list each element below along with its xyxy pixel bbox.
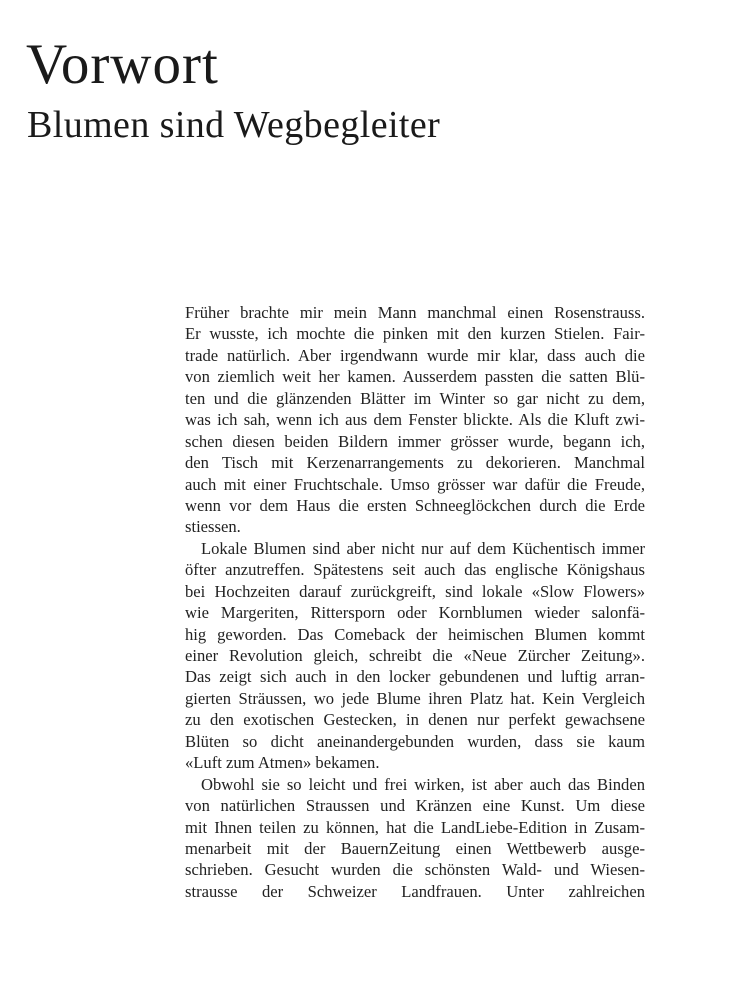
text-line: bei Hochzeiten darauf zurückgreift, sind lokale «Slow Flowers» [185, 581, 645, 601]
text-line: schen diesen beiden Bildern immer grösser wurde, begann ich, [185, 431, 645, 451]
page-subtitle: Blumen sind Wegbegleiter [27, 104, 441, 146]
text-line: von natürlichen Straussen und Kränzen eine Kunst. Um diese [185, 796, 645, 816]
text-line: einer Revolution gleich, schreibt die «Neue Zürcher Zeitung». [185, 646, 645, 665]
text-line: von ziemlich weit her kamen. Ausserdem passten die satten Blü- [185, 367, 645, 387]
text-line: auch mit einer Fruchtschale. Umso grösser war dafür die Freude, [185, 474, 645, 494]
text-line: «Luft zum Atmen» bekamen. [185, 753, 380, 773]
body-text [185, 302, 645, 902]
text-line: menarbeit mit der BauernZeitung einen Wettbewerb ausge- [185, 838, 645, 858]
text-line: Das zeigt sich auch in den locker gebundenen und luftig arran- [185, 667, 645, 687]
text-line: Lokale Blumen sind aber nicht nur auf dem Küchentisch immer [201, 538, 645, 558]
text-line: zu den exotischen Gestecken, in denen nur perfekt gewachsene [185, 710, 645, 730]
text-line: mit Ihnen teilen zu können, hat die LandLiebe-Edition in Zusam- [185, 817, 645, 837]
text-line: den Tisch mit Kerzenarrangements zu dekorieren. Manchmal [185, 453, 645, 473]
text-line: Er wusste, ich mochte die pinken mit den kurzen Stielen. Fair- [185, 324, 645, 344]
paragraph-1 [185, 302, 645, 538]
page-title: Vorwort [26, 33, 219, 96]
text-line: was ich sah, wenn ich aus dem Fenster blickte. Als die Kluft zwi- [185, 410, 645, 430]
text-line: wenn vor dem Haus die ersten Schneeglöckchen durch die Erde [185, 495, 645, 515]
text-line: wie Margeriten, Rittersporn oder Kornblumen wieder salonfä- [185, 603, 645, 623]
paragraph-3 [185, 774, 645, 903]
text-line: hig geworden. Das Comeback der heimischen Blumen kommt [185, 624, 645, 644]
text-line: Blüten so dicht aneinandergebunden wurden, dass sie kaum [185, 731, 645, 751]
text-line: stiessen. [185, 517, 241, 537]
text-line: Obwohl sie so leicht und frei wirken, ist aber auch das Binden [201, 774, 645, 794]
text-line: gierten Sträussen, wo jede Blume ihren Platz hat. Kein Vergleich [185, 688, 645, 708]
text-line: öfter anzutreffen. Spätestens seit auch das englische Königshaus [185, 560, 645, 580]
text-line: schrieben. Gesucht wurden die schönsten Wald- und Wiesen- [185, 860, 645, 880]
text-line: ten und die glänzenden Blätter im Winter so gar nicht zu dem, [185, 388, 645, 408]
text-line: trade natürlich. Aber irgendwann wurde mir klar, dass auch die [185, 345, 645, 365]
paragraph-2 [185, 538, 645, 774]
text-line: strausse der Schweizer Landfrauen. Unter zahlreichen [185, 881, 645, 901]
text-line: Früher brachte mir mein Mann manchmal einen Rosenstrauss. [185, 303, 645, 322]
